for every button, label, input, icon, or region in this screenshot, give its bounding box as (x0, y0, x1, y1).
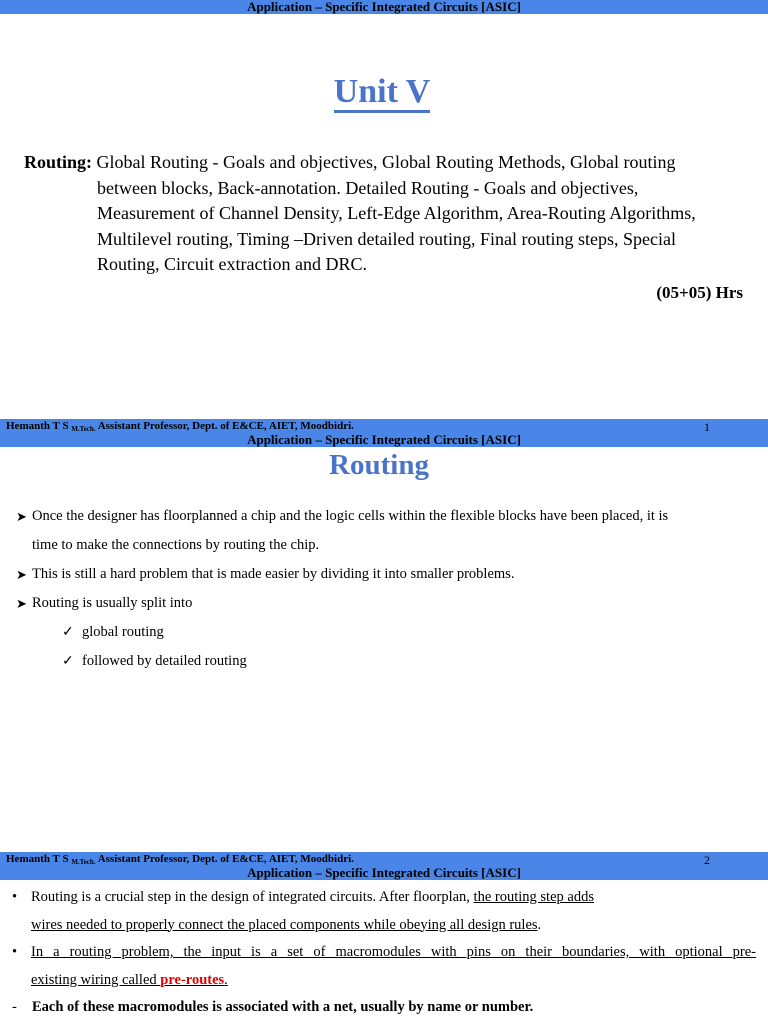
page-number: 1 (704, 420, 710, 434)
slide3-body (12, 884, 756, 1022)
bullet-continuation (12, 967, 756, 995)
bullet-list (16, 502, 756, 676)
dot-bullet-icon: • (12, 944, 18, 960)
bullet-text-underlined: the routing step adds (473, 889, 594, 905)
checkmark-icon: ✓ (62, 625, 74, 640)
page-number: 2 (704, 853, 710, 867)
bullet-item (16, 560, 756, 589)
bullet-continuation (16, 531, 756, 560)
header-title: Application – Specific Integrated Circuits [ASIC] (247, 432, 521, 447)
bullet-item (16, 589, 756, 618)
bullet-text-underlined: existing wiring called (31, 971, 161, 988)
check-text: global routing (82, 624, 164, 640)
bullet-text-underlined: wires needed to properly connect the placed components while obeying all design rules (31, 916, 538, 933)
dash-text: Each of these macromodules is associated with a net, usually by name or number. (32, 999, 534, 1015)
dot-bullet-icon: • (12, 889, 18, 905)
syllabus-line: between blocks, Back-annotation. Detailed Routing - Goals and objectives, (97, 177, 639, 198)
check-text: followed by detailed routing (82, 653, 247, 669)
unit-title (0, 72, 764, 112)
syllabus-line: Global Routing - Goals and objectives, Global Routing Methods, Global routing (92, 152, 676, 172)
checkmark-icon: ✓ (62, 654, 74, 669)
check-item (16, 618, 756, 647)
check-item (16, 647, 756, 676)
dash-bullet-icon: - (12, 999, 17, 1015)
arrow-bullet-icon: ➤ (16, 567, 27, 582)
syllabus (24, 150, 724, 278)
bullet-text: Once the designer has floorplanned a chip and the logic cells within the flexible blocks have been placed, it is (32, 508, 669, 524)
pre-routes-term: pre-routes (160, 971, 225, 988)
footer-affiliation: Assistant Professor, Dept. of E&CE, AIET, Moodbidri. (95, 420, 354, 432)
bullet-text: Routing is a crucial step in the design of integrated circuits. After floorplan, (31, 889, 474, 905)
bullet-text: . (224, 971, 228, 988)
footer-degree: M.Tech. (71, 425, 96, 433)
unit-title-text: Unit V (334, 73, 431, 113)
bullet-item (16, 502, 756, 531)
bullet-item (12, 884, 756, 912)
arrow-bullet-icon: ➤ (16, 509, 27, 524)
dash-item (12, 994, 756, 1022)
bullet-continuation (12, 912, 756, 940)
footer-affiliation: Assistant Professor, Dept. of E&CE, AIET, Moodbidri. (95, 853, 354, 865)
footer-author: Hemanth T S (6, 420, 69, 432)
bullet-text: . (537, 916, 542, 933)
syllabus-line: Measurement of Channel Density, Left-Edge Algorithm, Area-Routing Algorithms, (97, 203, 696, 224)
bullet-text: This is still a hard problem that is made easier by dividing it into smaller problems. (32, 566, 515, 582)
header-title: Application – Specific Integrated Circuits [ASIC] (247, 0, 521, 14)
hours: (05+05) Hrs (656, 283, 743, 302)
footer-author: Hemanth T S (6, 853, 69, 865)
bullet-text: Routing is usually split into (32, 595, 193, 611)
syllabus-label: Routing: (24, 152, 93, 172)
syllabus-line: Multilevel routing, Timing –Driven detailed routing, Final routing steps, Special (97, 228, 676, 249)
bullet-text: time to make the connections by routing the chip. (32, 537, 320, 553)
header-title: Application – Specific Integrated Circuits [ASIC] (247, 865, 521, 880)
bullet-text-underlined: In a routing problem, the input is a set of macromodules with pins on their boundaries, with optional pre- (31, 944, 756, 960)
slide-title: Routing (329, 449, 429, 481)
arrow-bullet-icon: ➤ (16, 596, 27, 611)
syllabus-line: Routing, Circuit extraction and DRC. (97, 254, 367, 275)
bullet-item (12, 939, 756, 967)
footer-degree: M.Tech. (71, 858, 96, 866)
